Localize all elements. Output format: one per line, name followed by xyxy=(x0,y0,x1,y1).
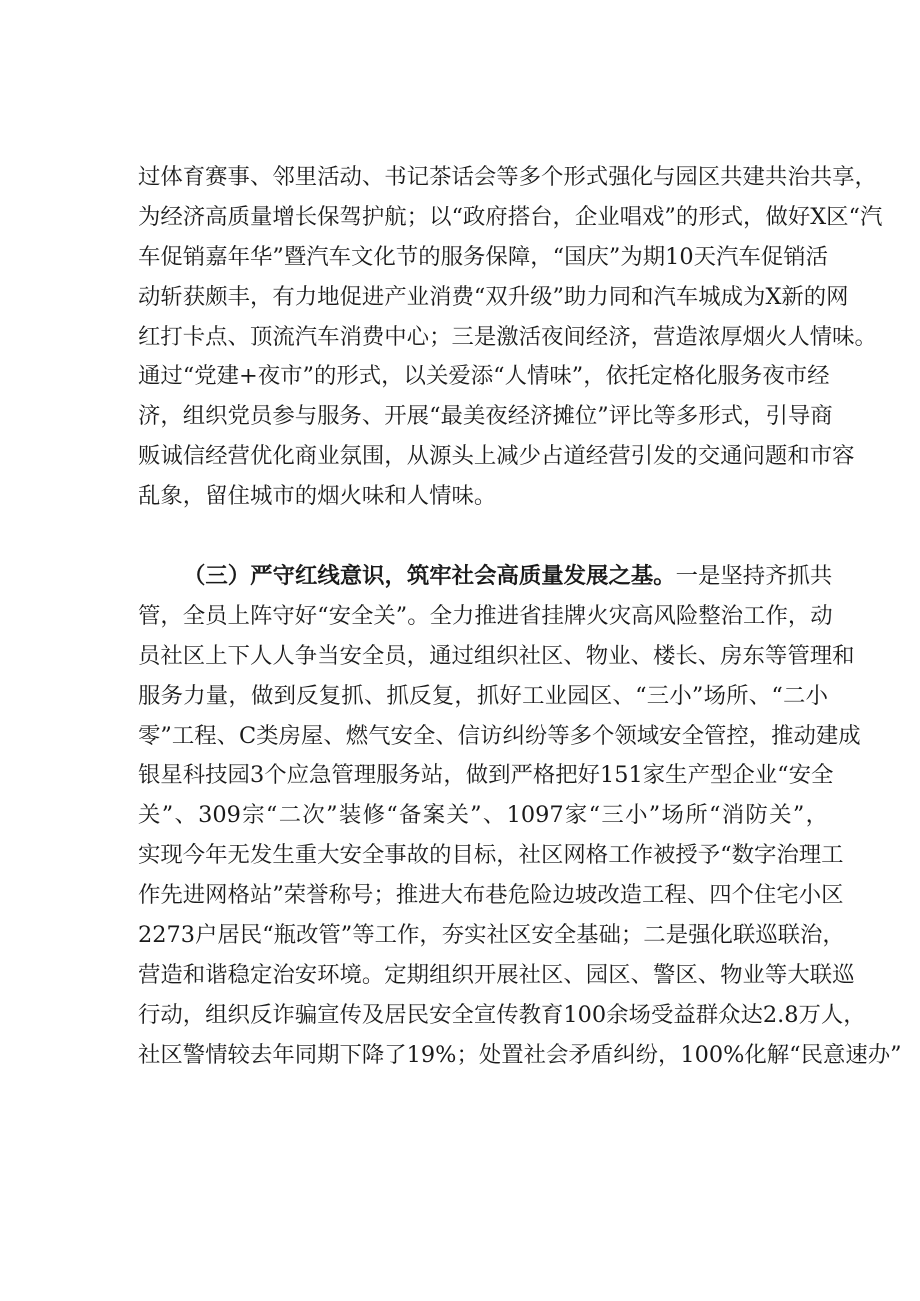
paragraph-first-line xyxy=(138,557,833,597)
text-line: 贩诚信经营优化商业氛围，从源头上减少占道经营引发的交通问题和市容 xyxy=(138,443,855,470)
text-line: 动斩获颇丰，有力地促进产业消费“双升级”助力同和汽车城成为X新的网 xyxy=(138,283,849,310)
text-line: 营造和谐稳定治安环境。定期组织开展社区、园区、警区、物业等大联巡 xyxy=(138,961,855,988)
text-line: 2273户居民“瓶改管”等工作，夯实社区安全基础；二是强化联巡联治， xyxy=(138,922,845,949)
text-line: 关”、309宗“二次”装修“备案关”、1097家“三小”场所“消防关”， xyxy=(138,802,828,829)
text-line: 乱象，留住城市的烟火味和人情味。 xyxy=(138,483,497,510)
text-line: 银星科技园3个应急管理服务站，做到严格把好151家生产型企业“安全 xyxy=(138,762,834,789)
text-line: 行动，组织反诈骗宣传及居民安全宣传教育100余场受益群众达2.8万人， xyxy=(138,1001,866,1028)
text-line: 员社区上下人人争当安全员，通过组织社区、物业、楼长、房东等管理和 xyxy=(138,642,855,669)
text-line: 零”工程、C类房屋、燃气安全、信访纠纷等多个领域安全管控，推动建成 xyxy=(138,722,861,749)
text-run: 一是坚持齐抓共 xyxy=(675,563,833,589)
text-line: 作先进网格站”荣誉称号；推进大布巷危险边坡改造工程、四个住宅小区 xyxy=(138,882,844,909)
text-line: 社区警情较去年同期下降了19%；处置社会矛盾纠纷，100%化解“民意速办” xyxy=(138,1041,902,1068)
text-line: 实现今年无发生重大安全事故的目标，社区网格工作被授予“数字治理工 xyxy=(138,842,844,869)
text-line: 红打卡点、顶流汽车消费中心；三是激活夜间经济，营造浓厚烟火人情味。 xyxy=(138,323,877,350)
text-line: 为经济高质量增长保驾护航；以“政府搭台，企业唱戏”的形式，做好X区“汽 xyxy=(138,203,883,230)
paragraph-safety xyxy=(138,557,902,1076)
text-line: 车促销嘉年华”暨汽车文化节的服务保障，“国庆”为期10天汽车促销活 xyxy=(138,243,828,270)
text-line: 济，组织党员参与服务、开展“最美夜经济摊位”评比等多形式，引导商 xyxy=(138,403,833,430)
text-line: 服务力量，做到反复抓、抓反复，抓好工业园区、“三小”场所、“二小 xyxy=(138,682,828,709)
text-line: 通过“党建+夜市”的形式，以关爱添“人情味”，依托定格化服务夜市经 xyxy=(138,363,830,390)
text-line: 过体育赛事、邻里活动、书记茶话会等多个形式强化与园区共建共治共享， xyxy=(138,164,877,190)
text-line: 管，全员上阵守好“安全关”。全力推进省挂牌火灾高风险整治工作，动 xyxy=(138,602,833,629)
section-heading: （三）严守红线意识，筑牢社会高质量发展之基。 xyxy=(183,563,676,589)
paragraph-economy xyxy=(138,158,883,517)
